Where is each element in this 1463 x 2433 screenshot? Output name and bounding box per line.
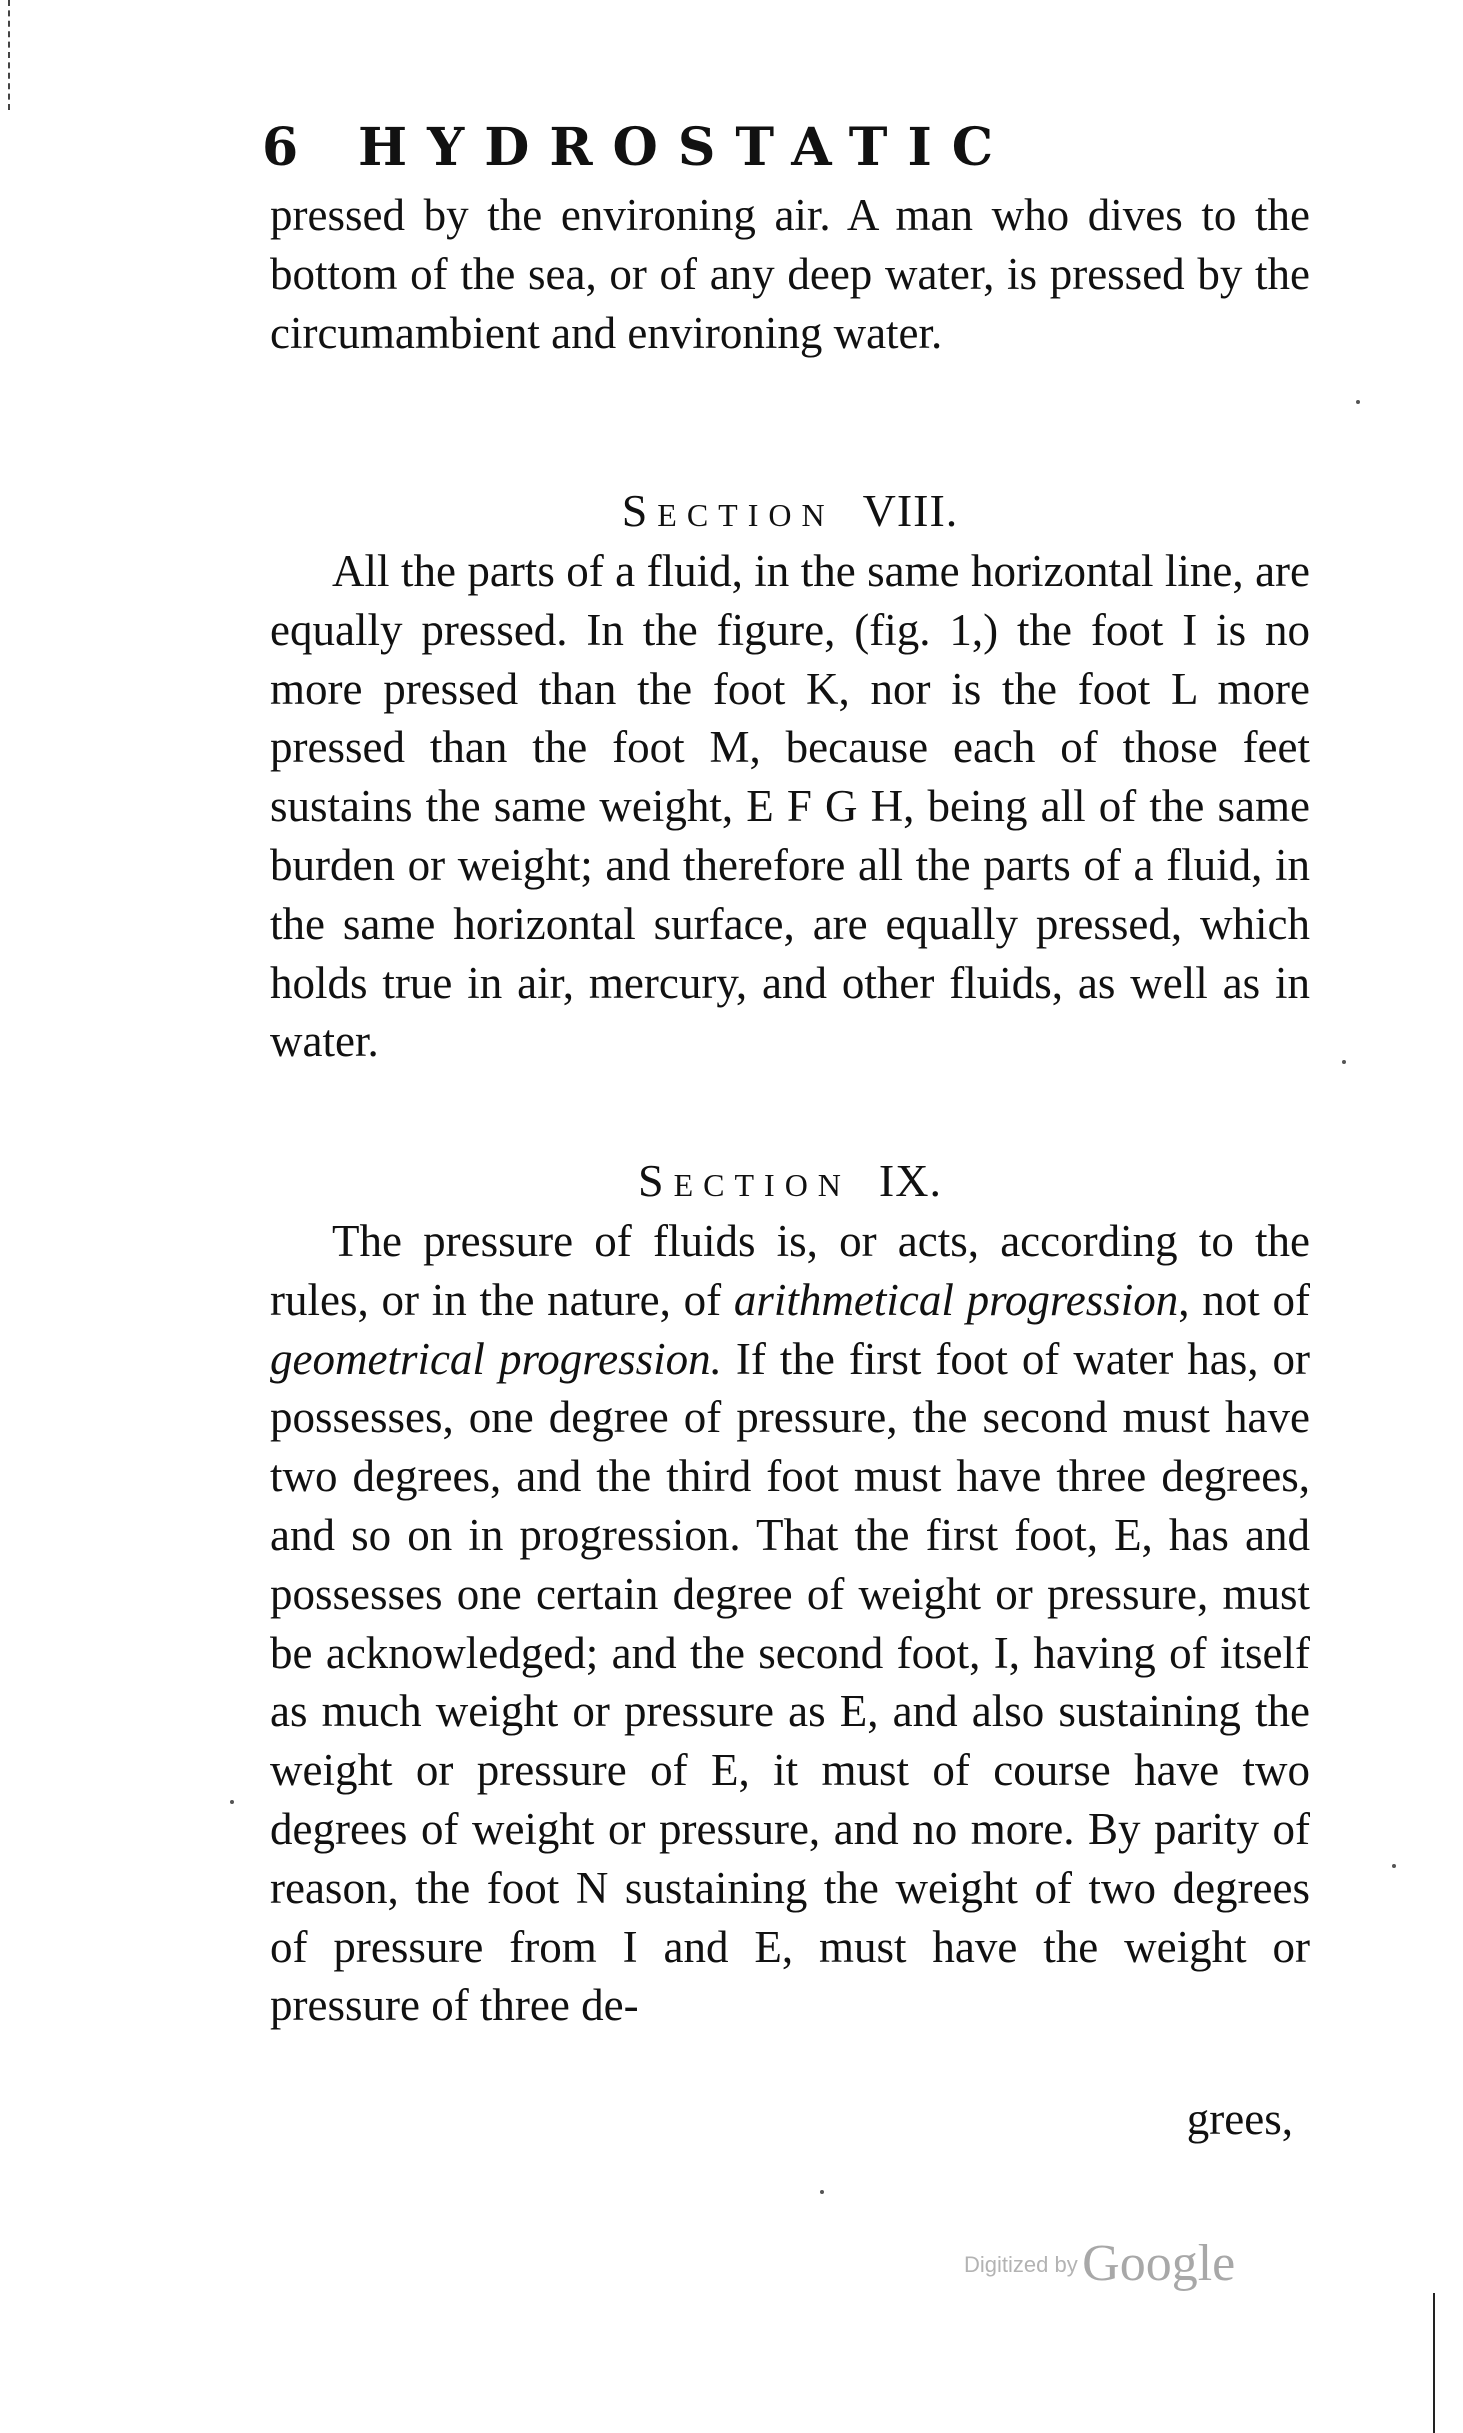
section-8-heading-number: VIII. [862, 485, 959, 536]
section-9-body [270, 1212, 1310, 2035]
section-9-body-start: The pressure of fluids is, or acts, according to the rules, or in the nature, of [270, 1216, 1310, 1325]
watermark-prefix: Digitized by [964, 2252, 1078, 2277]
scan-speck [1356, 400, 1360, 404]
running-head [262, 112, 1322, 184]
section-9-body-end: If the first foot of water has, or possesses, one degree of pressure, the second must have two degrees, and the third foot must have three degrees, and so on in progression. That the first foot, E, has and possesses one certain degree of weight or pressure, must be acknowledged; and the second foot, I, having of itself as much weight or pressure as E, and also sustaining the weight or pressure of E, it must of course have two degrees of weight or pressure, and no more. By parity of reason, the foot N sustaining the weight of two degrees of pressure from I and E, must have the weight or pressure of three de- [270, 1333, 1311, 2031]
opening-paragraph: pressed by the environing air. A man who dives to the bottom of the sea, or of any deep water, is pressed by the circumambient and environing water. [270, 190, 1310, 358]
section-9-italic-arithmetical: arithmetical progression [733, 1274, 1179, 1325]
watermark-brand-logo: Google [1082, 2235, 1236, 2292]
section-8-heading [270, 482, 1310, 540]
scan-margin-mark [8, 0, 10, 110]
running-title: HYDROSTATIC [358, 117, 1014, 178]
section-9-heading-word: Section [638, 1155, 851, 1206]
catchword: grees, [1186, 2094, 1293, 2144]
scan-speck [820, 2190, 824, 2194]
section-9-italic-geometrical: geometrical progression. [270, 1333, 722, 1384]
scan-speck [1392, 1864, 1396, 1868]
section-9-heading [270, 1152, 1310, 1210]
scan-speck [1342, 1060, 1346, 1064]
section-8-heading-word: Section [621, 485, 835, 536]
opening-paragraph-block [270, 186, 1310, 362]
scan-speck [230, 1800, 234, 1804]
page-number: 6 [262, 117, 299, 178]
section-8-body: All the parts of a fluid, in the same horizontal line, are equally pressed. In the figure, (fig. 1,) the foot I is no more pressed than the foot K, nor is the foot L more pressed than the foot M, because each of those feet sustains the same weight, E F G H, being all of the same burden or weight; and therefore all the parts of a fluid, in the same horizontal surface, are equally pressed, which holds true in air, mercury, and other fluids, as well as in water. [270, 546, 1310, 1067]
section-8 [270, 482, 1310, 1071]
scan-edge-mark [1433, 2293, 1435, 2433]
digitization-watermark [964, 2234, 1235, 2293]
section-9-body-mid: , not of [1178, 1274, 1310, 1325]
section-9 [270, 1152, 1310, 2035]
section-9-heading-number: IX. [878, 1155, 942, 1206]
